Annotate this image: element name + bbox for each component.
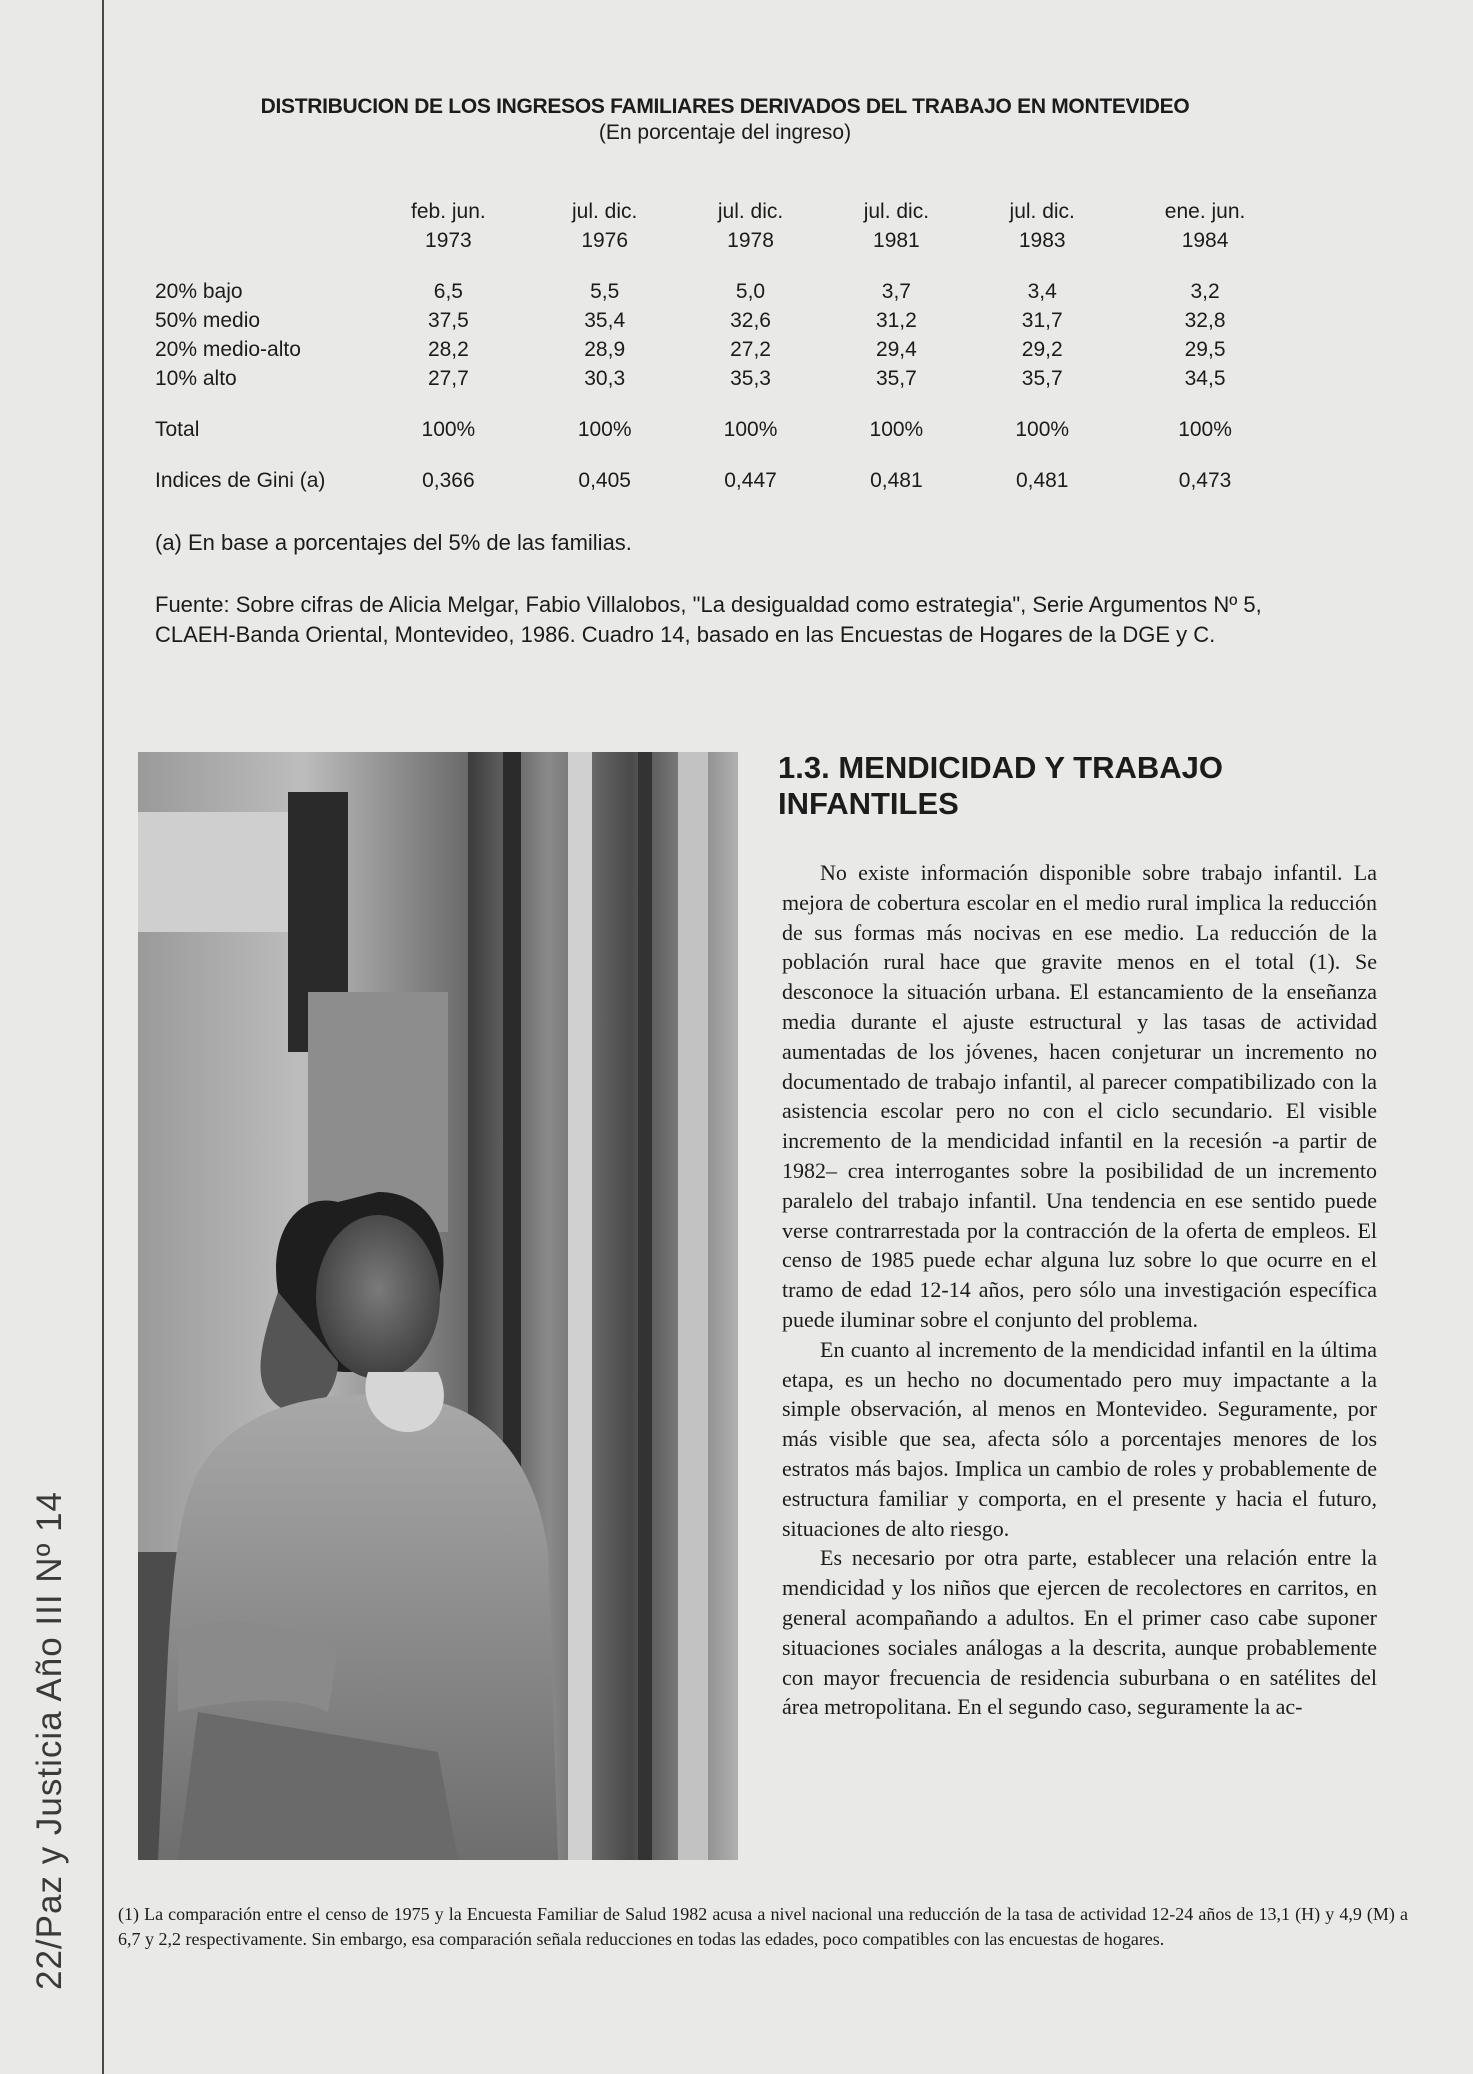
table-cell: 31,2 (875, 309, 917, 332)
table-cell: 34,5 (1184, 367, 1226, 390)
table-cell: 6,5 (433, 280, 463, 303)
column-header: ene. jun. 1984 (1164, 200, 1246, 252)
section-title: 1.3. MENDICIDAD Y TRABAJO INFANTILES (778, 750, 1223, 821)
table-header-row (155, 197, 1295, 255)
table-cell: 32,6 (730, 309, 771, 332)
table-cell: 3,2 (1190, 280, 1220, 303)
income-table (155, 197, 1295, 495)
table-row (155, 335, 1295, 364)
column-header: jul. dic. 1981 (863, 200, 930, 252)
table-cell: 100% (1178, 418, 1232, 441)
table-cell: 35,7 (875, 367, 917, 390)
table-cell: 31,7 (1021, 309, 1063, 332)
header-empty-cell (155, 197, 365, 255)
table-cell: 0,481 (1015, 469, 1069, 492)
table-cell: 0,405 (578, 469, 631, 492)
table-cell: 35,3 (730, 367, 771, 390)
table-cell: 32,8 (1184, 309, 1226, 332)
table-subtitle: (En porcentaje del ingreso) (598, 121, 852, 144)
row-label: Total (155, 418, 200, 441)
table-cell: 35,7 (1021, 367, 1063, 390)
table-cell: 100% (869, 418, 924, 441)
row-label: 20% medio-alto (155, 338, 301, 361)
table-cell: 0,366 (422, 469, 475, 492)
table-cell: 5,5 (590, 280, 620, 303)
table-cell: 100% (1015, 418, 1070, 441)
table-cell: 29,4 (875, 338, 917, 361)
table-cell: 35,4 (584, 309, 626, 332)
table-cell: 5,0 (735, 280, 766, 303)
table-row (155, 306, 1295, 335)
table-cell: 37,5 (427, 309, 469, 332)
table-cell: 0,481 (870, 469, 923, 492)
section-body (782, 858, 1377, 1722)
source-line: Fuente: Sobre cifras de Alicia Melgar, Fabio Villalobos, "La desigualdad como estrategia", Serie Argumentos Nº 5, (155, 592, 1262, 617)
column-header: jul. dic. 1976 (572, 200, 638, 252)
column-header: jul. dic. 1983 (1009, 200, 1075, 252)
table-cell: 3,7 (881, 280, 911, 303)
body-paragraph: No existe información disponible sobre trabajo infantil. La mejora de cobertura escolar en el medio rural implica la reducción de sus formas más nocivas en ese medio. La reducción de la población rural hace que gravite menos en el total (1). Se desconoce la situación urbana. El estancamiento de la enseñanza media durante el ajuste estructural y las tasas de actividad aumentadas de los jóvenes, hacen conjeturar un incremento no documentado de trabajo infantil, al parecer compatibilizado con la asistencia escolar pero no con el ciclo secundario. El visible incremento de la mendicidad infantil en la recesión -a partir de 1982– crea interrogantes sobre la posibilidad de un incremento paralelo del trabajo infantil. Una tendencia en ese sentido puede verse contrarrestada por la contracción de la oferta de empleos. El censo de 1985 puede echar alguna luz sobre lo que ocurre en el tramo de edad 12-14 años, pero sólo una investigación específica puede iluminar sobre el conjunto del problema. (782, 860, 1377, 1332)
table-cell: 100% (723, 418, 778, 441)
table-cell: 28,9 (584, 338, 626, 361)
column-header: jul. dic. 1978 (717, 200, 784, 252)
table-cell: 3,4 (1027, 280, 1057, 303)
table-cell: 28,2 (427, 338, 469, 361)
table-cell: 27,2 (730, 338, 771, 361)
child-photograph (138, 752, 738, 1860)
source-line: CLAEH-Banda Oriental, Montevideo, 1986. Cuadro 14, basado en las Encuestas de Hogares de la DGE y C. (155, 622, 1216, 647)
table-cell: 100% (577, 418, 632, 441)
table-cell: 100% (421, 418, 476, 441)
row-label: 20% bajo (155, 280, 243, 303)
table-cell: 29,2 (1021, 338, 1063, 361)
row-label: Indices de Gini (a) (155, 469, 326, 492)
margin-rule (102, 0, 104, 2074)
table-row (155, 364, 1295, 393)
table-cell: 0,473 (1178, 469, 1232, 492)
row-label: 50% medio (155, 309, 261, 332)
table-source (155, 590, 1305, 650)
body-paragraph: En cuanto al incremento de la mendicidad infantil en la última etapa, es un hecho no documentado pero muy impactante a la simple observación, al menos en Montevideo. Seguramente, por más visible que sea, afecta sólo a porcentajes menores de los estratos más bajos. Implica un cambio de roles y probablemente de estructura familiar y comporta, en el presente y hacia el futuro, situaciones de alto riesgo. (782, 1336, 1377, 1541)
table-total-row (155, 415, 1295, 444)
table-row (155, 277, 1295, 306)
row-label: 10% alto (155, 367, 237, 390)
column-header: feb. jun. 1973 (411, 200, 486, 252)
footnote: (1) La comparación entre el censo de 1975 y la Encuesta Familiar de Salud 1982 acusa a nivel nacional una reducción de la tasa de actividad 12-24 años de 13,1 (H) y 4,9 (M) a 6,7 y 2,2 respectivamente. Sin embargo, esa comparación señala reducciones en todas las edades, poco compatibles con las encuestas de hogares. (118, 1904, 1408, 1949)
table-title: DISTRIBUCION DE LOS INGRESOS FAMILIARES DERIVADOS DEL TRABAJO EN MONTEVIDEO (260, 95, 1190, 118)
income-distribution-table-block (155, 95, 1295, 495)
table-cell: 29,5 (1184, 338, 1226, 361)
page-footer-vertical: 22/Paz y Justicia Año III Nº 14 (30, 1490, 69, 1990)
table-cell: 30,3 (584, 367, 626, 390)
table-cell: 0,447 (724, 469, 777, 492)
table-cell: 27,7 (427, 367, 469, 390)
body-paragraph: Es necesario por otra parte, establecer una relación entre la mendicidad y los niños que ejercen de recolectores en carritos, en general acompañando a adultos. En el primer caso cabe suponer situaciones sociales análogas a la descrita, aunque probablemente con mayor frecuencia de residencia suburbana o en satélites del área metropolitana. En el segundo caso, seguramente la ac- (782, 1545, 1377, 1720)
table-gini-row (155, 466, 1295, 495)
table-note: (a) En base a porcentajes del 5% de las familias. (155, 530, 632, 555)
